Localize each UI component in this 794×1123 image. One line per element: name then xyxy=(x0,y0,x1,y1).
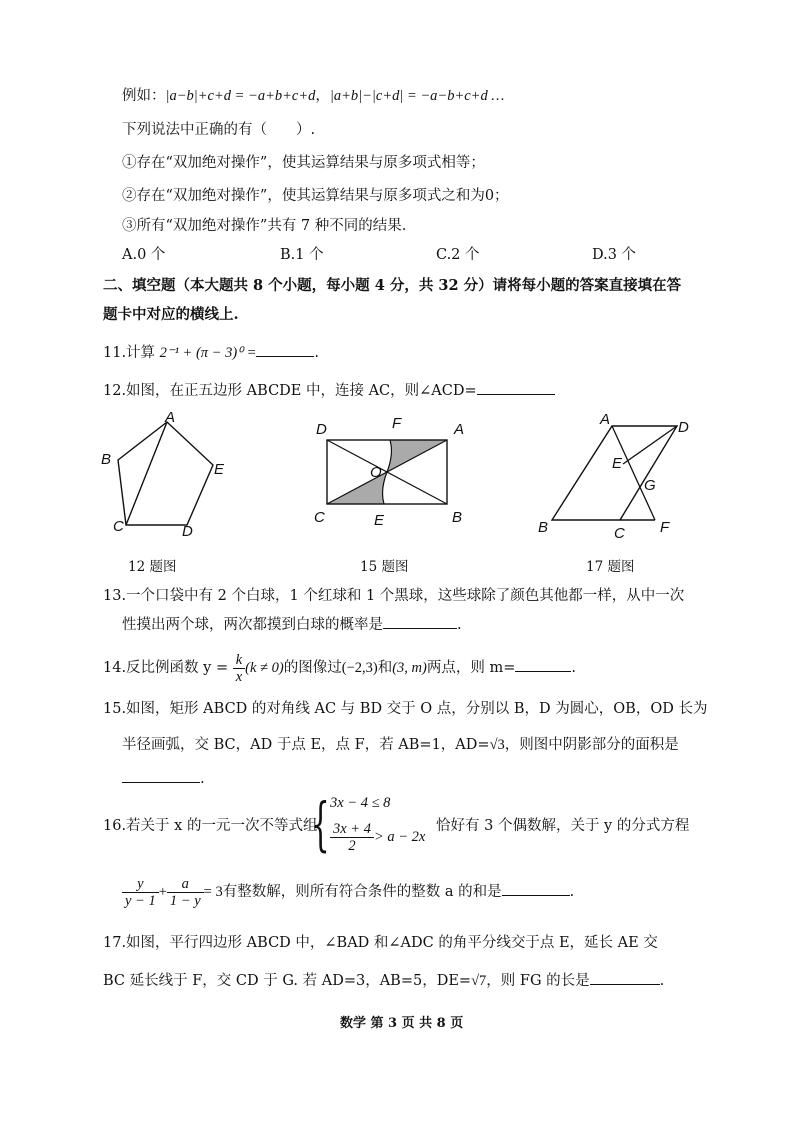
example-line xyxy=(122,86,504,106)
q17-sqrt: √7 xyxy=(471,973,487,989)
q11-expr: 2⁻¹ + (π − 3)⁰ = xyxy=(159,345,257,361)
label-c: C xyxy=(113,518,124,535)
label-a: A xyxy=(165,410,176,426)
label-c: C xyxy=(314,509,325,526)
figure-12-pentagon xyxy=(95,410,235,545)
option-c: C.2 个 xyxy=(436,247,480,263)
q16-equation-line xyxy=(122,872,574,912)
label-a: A xyxy=(600,411,611,428)
q11-end: . xyxy=(314,345,319,361)
label-d: D xyxy=(182,523,193,540)
label-e: E xyxy=(214,461,225,478)
q16-eq-den1: y − 1 xyxy=(125,892,156,909)
q14-and: 和 xyxy=(377,660,393,676)
q13-text: 性摸出两个球，两次都摸到白球的概率是 xyxy=(122,617,383,633)
label-d: D xyxy=(678,419,689,436)
label-c: C xyxy=(614,525,625,538)
q14-end: . xyxy=(571,660,576,676)
parallelogram-abcd xyxy=(552,426,677,520)
option-b: B.1 个 xyxy=(280,247,324,263)
q16-suffix: 恰好有 3 个偶数解，关于 y 的分式方程 xyxy=(436,818,690,834)
q16-plus: + xyxy=(158,884,167,900)
q15-answer-blank[interactable] xyxy=(122,768,200,783)
option-d: D.3 个 xyxy=(592,247,637,263)
q11-answer-blank[interactable] xyxy=(256,342,314,357)
q14-answer-blank[interactable] xyxy=(515,657,571,672)
q17-line2a: BC 延长线于 F，交 CD 于 G. 若 AD=3，AB=5，DE= xyxy=(103,973,472,989)
q16-end: . xyxy=(569,884,575,900)
statement-1: ①存在“双加绝对操作”，使其运算结果与原多项式相等； xyxy=(122,155,485,171)
label-e: E xyxy=(612,455,623,472)
q14-den: x xyxy=(235,668,243,685)
q13-line2 xyxy=(122,614,462,635)
q12-answer-blank[interactable] xyxy=(477,380,555,395)
q12 xyxy=(103,380,555,401)
q16-eq-frac2 xyxy=(167,876,204,909)
q14-num: k xyxy=(233,652,245,669)
q11 xyxy=(103,342,319,363)
statement-3: ③所有“双加绝对操作”共有 7 种不同的结果. xyxy=(122,218,407,234)
statement-2: ②存在“双加绝对操作”，使其运算结果与原多项式之和为0； xyxy=(122,188,509,204)
q16-line2: 有整数解，则所有符合条件的整数 a 的和是 xyxy=(222,884,502,900)
q15-line2a: 半径画弧，交 BC，AD 于点 E，点 F，若 AB=1，AD= xyxy=(122,737,490,753)
label-a: A xyxy=(454,421,465,438)
q16-ineq1: 3x − 4 ≤ 8 xyxy=(330,795,391,811)
q14-prefix: 14.反比例函数 y = xyxy=(103,660,229,676)
example-sep: ， xyxy=(315,88,330,104)
caption-15: 15 题图 xyxy=(360,559,409,575)
figure-17-parallelogram xyxy=(532,408,702,538)
q16-eq-den2: 1 − y xyxy=(169,892,201,909)
q14-mid: 的图像过 xyxy=(283,660,342,676)
segment-de xyxy=(623,426,677,464)
q16-ineq2-den: 2 xyxy=(348,837,356,854)
q14 xyxy=(103,650,576,686)
label-f: F xyxy=(660,519,670,536)
example-prefix: 例如： xyxy=(122,88,166,104)
q14-p2: (3, m) xyxy=(392,660,427,676)
q15-line1: 15.如图，矩形 ABCD 的对角线 AC 与 BD 交于 O 点，分别以 B，D 为圆心，OB，OD 长为 xyxy=(103,701,708,717)
label-b: B xyxy=(101,451,112,468)
q16-eq-num1: y xyxy=(122,876,159,893)
q16-eq-frac1 xyxy=(122,876,159,909)
q16-answer-blank[interactable] xyxy=(502,881,570,896)
q15-line3 xyxy=(122,768,205,789)
q13-line1: 13.一个口袋中有 2 个白球，1 个红球和 1 个黑球，这些球除了颜色其他都一样，从中一次 xyxy=(103,588,685,604)
figure-15-rectangle xyxy=(312,412,482,532)
q17-line1: 17.如图，平行四边形 ABCD 中，∠BAD 和∠ADC 的角平分线交于点 E，延长 AE 交 xyxy=(103,935,658,951)
label-b: B xyxy=(538,519,549,536)
q11-text: 11.计算 xyxy=(103,345,160,361)
section2-line2: 题卡中对应的横线上. xyxy=(103,306,239,323)
q16-ineq2-num: 3x + 4 xyxy=(330,821,374,838)
q15-end: . xyxy=(200,771,205,787)
q14-cond: (k ≠ 0) xyxy=(245,660,284,676)
q13-answer-blank[interactable] xyxy=(383,614,457,629)
example-expr2: |a+b|−|c+d| = −a−b+c+d … xyxy=(329,88,505,104)
q17-line2b: ，则 FG 的长是 xyxy=(486,973,590,989)
q16-brace: { xyxy=(311,790,330,858)
q16-prefix: 16.若关于 x 的一元一次不等式组 xyxy=(103,818,318,834)
label-o: O xyxy=(370,464,382,481)
q15-line2 xyxy=(122,735,679,755)
label-f: F xyxy=(392,415,402,432)
caption-12: 12 题图 xyxy=(128,559,177,575)
label-g: G xyxy=(644,477,656,494)
q17-line2 xyxy=(103,970,664,991)
q15-line2b: ，则图中阴影部分的面积是 xyxy=(504,737,679,753)
q15-sqrt: √3 xyxy=(489,737,505,753)
q16-ineq2 xyxy=(330,818,425,856)
q14-fraction xyxy=(233,652,245,685)
q16-eq-rest: = 3 xyxy=(203,884,223,900)
page-footer: 数学 第 3 页 共 8 页 xyxy=(340,1016,464,1031)
q17-end: . xyxy=(659,973,665,989)
q13-end: . xyxy=(457,617,462,633)
label-e: E xyxy=(374,512,385,529)
label-b: B xyxy=(452,509,463,526)
section2-line1: 二、填空题（本大题共 8 个小题，每小题 4 分，共 32 分）请将每小题的答案直接填在答 xyxy=(103,277,682,294)
q14-p1: (−2,3) xyxy=(341,660,378,676)
q16-ineq2-rest: > a − 2x xyxy=(373,829,426,845)
q16-eq-num2: a xyxy=(167,876,204,893)
question-stem: 下列说法中正确的有（ ）. xyxy=(122,122,316,138)
q14-suffix: 两点，则 m= xyxy=(426,660,516,676)
example-expr1: |a−b|+c+d = −a+b+c+d xyxy=(165,88,316,104)
q17-answer-blank[interactable] xyxy=(590,970,660,985)
label-d: D xyxy=(316,421,327,438)
caption-17: 17 题图 xyxy=(586,559,635,575)
q12-text: 12.如图，在正五边形 ABCDE 中，连接 AC，则∠ACD= xyxy=(103,383,477,399)
option-a: A.0 个 xyxy=(122,247,166,263)
q16-ineq2-frac xyxy=(330,821,374,854)
